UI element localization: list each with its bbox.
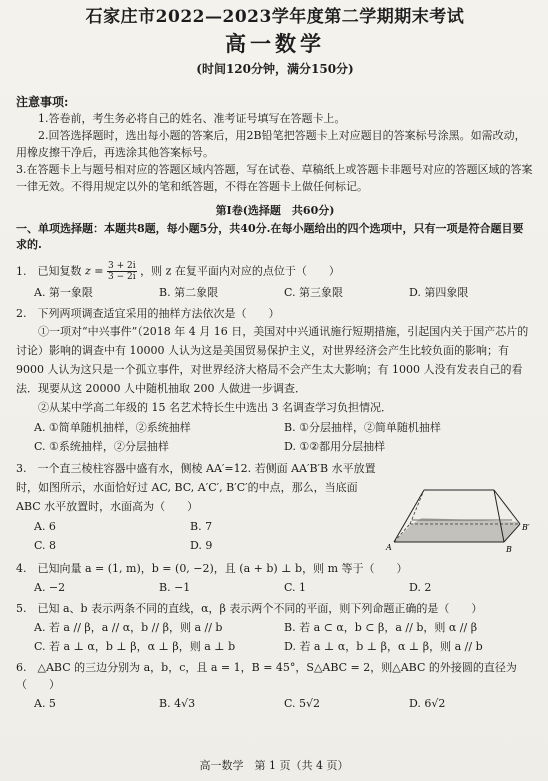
q5-stem: 已知 a、b 表示两条不同的直线，α，β 表示两个不同的平面，则下列命题正确的是（ ） <box>37 602 483 615</box>
question-6 <box>16 659 534 693</box>
right-slope-back <box>494 490 520 524</box>
option-a: A. 若 a // β，a // α，b // β，则 a // b <box>34 621 223 634</box>
option-a: A. ①简单随机抽样，②系统抽样 <box>34 421 191 434</box>
q2-options-row-2 <box>16 438 534 455</box>
option-c: C. 8 <box>34 539 57 552</box>
notice-title: 注意事项: <box>16 95 69 109</box>
option-b: B. 4√3 <box>159 697 196 710</box>
option-c: C. 若 a ⊥ α，b ⊥ β，α ⊥ β，则 a ⊥ b <box>34 640 236 653</box>
option-c: C. ①系统抽样，②分层抽样 <box>34 440 169 453</box>
option-d: D. 第四象限 <box>409 286 469 299</box>
question-number: 3. <box>16 462 27 475</box>
q1-pre: 已知复数 <box>37 264 82 278</box>
notice-item-3: 3.在答题卡上与题号相对应的答题区域内答题，写在试卷、草稿纸上或答题卡非题号对应的答题区域的答案一律无效。不得用规定以外的笔和纸答题，不得在答题卡上做任何标记。 <box>16 163 533 193</box>
q2-options-row-1 <box>16 419 534 436</box>
option-a: A. 6 <box>34 520 56 533</box>
question-4 <box>16 560 534 577</box>
q5-options-row-2 <box>16 638 534 655</box>
q3-options-row-1 <box>16 518 346 535</box>
q2-stem: 下列两项调查适宜采用的抽样方法依次是（ ） <box>37 307 280 320</box>
page-footer: 高一数学 第 1 页（共 4 页） <box>199 759 349 772</box>
question-number: 6. <box>16 661 27 674</box>
option-a: A. 5 <box>34 697 56 710</box>
option-c: C. 第三象限 <box>284 286 344 299</box>
q6-options <box>16 695 534 712</box>
notice-item-2: 2.回答选择题时，选出每小题的答案后，用2B铅笔把答题卡上对应题目的答案标号涂黑。如需改动，用橡皮擦干净后，再选涂其他答案标号。 <box>16 129 526 159</box>
option-b: B. 7 <box>190 520 213 533</box>
option-a: A. 第一象限 <box>34 286 93 299</box>
option-d: D. ①②都用分层抽样 <box>284 440 386 453</box>
label-b: B <box>506 545 512 554</box>
subject-title: 高一数学 <box>225 31 325 56</box>
option-d: D. 2 <box>409 581 432 594</box>
fraction-denominator: 3 − 2i <box>108 272 136 282</box>
option-c: C. 5√2 <box>284 697 321 710</box>
option-b: B. −1 <box>159 581 191 594</box>
option-d: D. 若 a ⊥ α，b ⊥ β，α ⊥ β，则 a // b <box>284 640 483 653</box>
q3-stem: 一个直三棱柱容器中盛有水，侧棱 AA′=12. 若侧面 AA′B′B 水平放置时，如图所示，水面恰好过 AC, BC, A′C′, B′C′的中点，那么，当底面 ABC 水平放置时，水面高为（ ） <box>16 462 376 513</box>
option-b: B. 若 a ⊂ α，b ⊂ β，a // b，则 α // β <box>284 621 478 634</box>
option-d: D. 6√2 <box>409 697 446 710</box>
q4-options <box>16 579 534 596</box>
q2-item-2: ②从某中学高二年级的 15 名艺术特长生中选出 3 名调查学习负担情况． <box>38 401 392 414</box>
q1-fraction <box>107 261 137 282</box>
question-number: 5. <box>16 602 27 615</box>
label-a: A <box>386 543 392 552</box>
fraction-numerator: 3 + 2i <box>108 261 136 271</box>
exam-title: 石家庄市2022—2023学年度第二学期期末考试 <box>85 7 465 27</box>
option-b: B. 第二象限 <box>159 286 219 299</box>
q1-options <box>16 284 534 301</box>
q4-stem: 已知向量 a = (1, m)，b = (0, −2)，且 (a + b) ⊥ b，则 m 等于（ ） <box>37 562 408 575</box>
q1-z: z = <box>85 264 104 278</box>
label-b-prime: B′ <box>522 523 530 532</box>
q3-options-row-2 <box>16 537 346 554</box>
question-number: 4. <box>16 562 27 575</box>
question-5 <box>16 600 534 617</box>
option-b: B. ①分层抽样，②简单随机抽样 <box>284 421 441 434</box>
q1-post: ，则 z 在复平面内对应的点位于（ ） <box>140 264 340 278</box>
part-title: 第Ⅰ卷(选择题 共60分) <box>215 204 335 217</box>
q2-item-1: ①一项对“中兴事件”（2018 年 4 月 16 日，美国对中兴通讯施行短期措施，引起国内关于国产芯片的讨论）影响的调查中有 10000 人认为这是美国贸易保护主义，对世界经济会产生比较负面的影响；有 9000 人认为这只是一个孤立事件，对世界经济大格局不会产生太大影响；有 1000 人没有发表自己的看法．现要从这 20000 人中随机抽取 200 人做进一步调查． <box>16 325 529 395</box>
option-c: C. 1 <box>284 581 307 594</box>
time-score: (时间120分钟，满分150分) <box>196 62 354 76</box>
question-3 <box>16 459 376 516</box>
option-a: A. −2 <box>34 581 66 594</box>
prism-figure <box>382 484 532 556</box>
question-1 <box>16 261 534 282</box>
notice-item-1: 1.答卷前，考生务必将自己的姓名、准考证号填写在答题卡上。 <box>38 112 346 125</box>
question-number: 1. <box>16 264 27 278</box>
question-number: 2. <box>16 307 27 320</box>
option-d: D. 9 <box>190 539 213 552</box>
q6-stem: △ABC 的三边分别为 a，b，c，且 a = 1，B = 45°，S△ABC = 2，则△ABC 的外接圆的直径为（ ） <box>16 661 517 691</box>
question-2 <box>16 305 534 322</box>
section-title: 一、单项选择题：本题共8题，每小题5分，共40分.在每小题给出的四个选项中，只有一项是符合题目要求的. <box>16 222 524 251</box>
water-fill <box>394 518 520 542</box>
q5-options-row-1 <box>16 619 534 636</box>
